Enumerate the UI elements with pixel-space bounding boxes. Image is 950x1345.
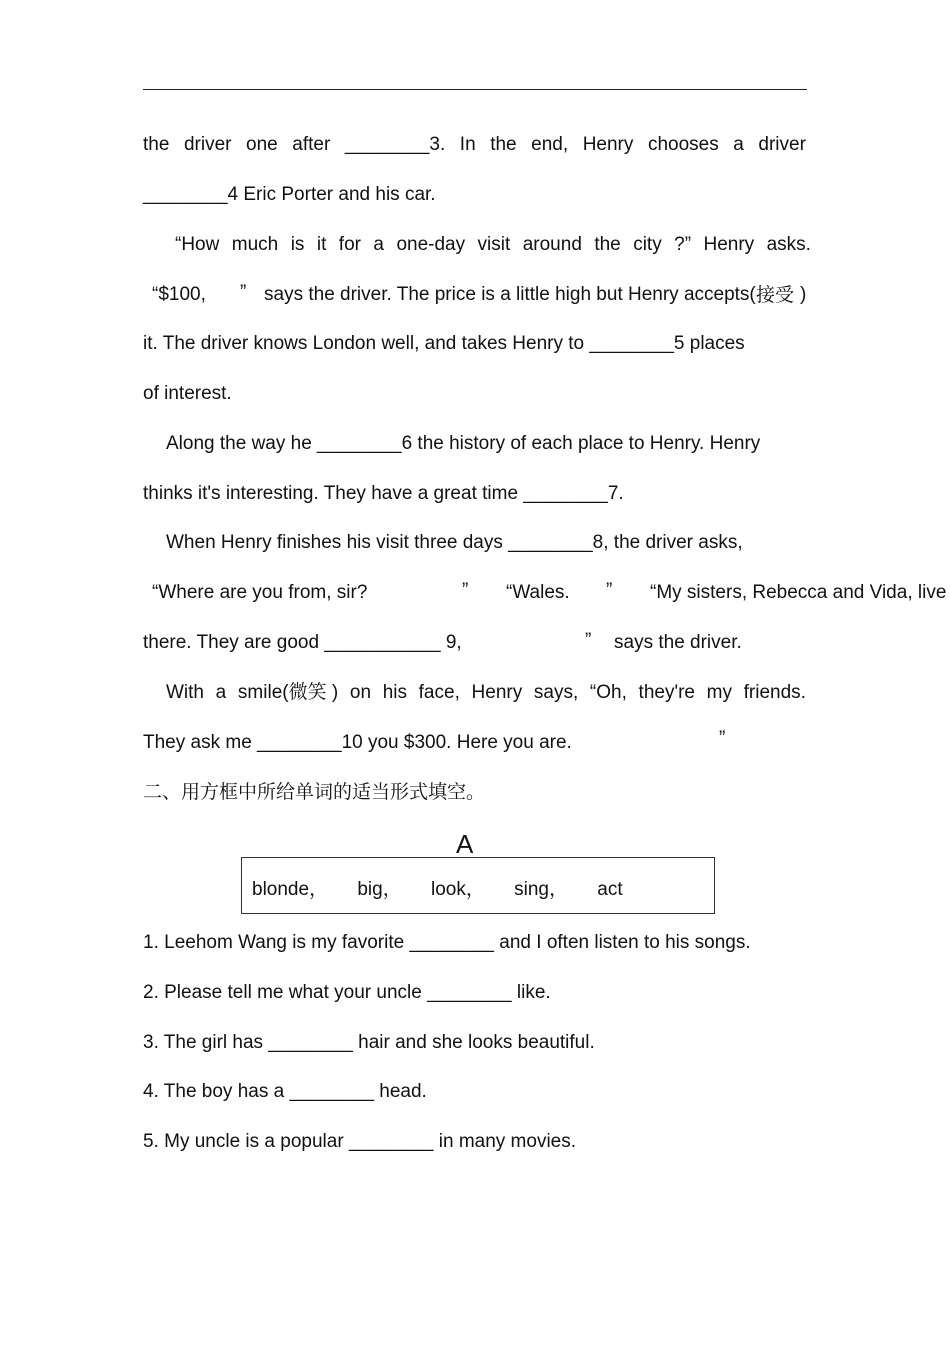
word: end, [531, 134, 569, 155]
passage-line-4: says the driver. The price is a little high but Henry accepts( [264, 284, 756, 305]
word: city [633, 234, 662, 255]
question-3: 3. The girl has ________ hair and she looks beautiful. [143, 1032, 595, 1053]
word: it [316, 234, 327, 255]
passage-line-7: Along the way he ________6 the history of each place to Henry. Henry [166, 433, 761, 454]
word-bank-item: big， [357, 879, 402, 900]
question-2: 2. Please tell me what your uncle ________ like. [143, 982, 551, 1003]
word: the [143, 134, 170, 155]
word: asks. [766, 234, 811, 255]
dialogue-question: “Where are you from, sir? [152, 582, 368, 603]
header-rule [143, 89, 807, 90]
word: Henry [582, 134, 634, 155]
word: In [459, 134, 476, 155]
question-1: 1. Leehom Wang is my favorite ________ and I often listen to his songs. [143, 932, 751, 953]
word: the [490, 134, 517, 155]
word: is [290, 234, 305, 255]
word: Henry [703, 234, 755, 255]
word: face, [418, 682, 460, 703]
word: after [292, 134, 331, 155]
says-driver: says the driver. [614, 632, 742, 653]
word: chooses [647, 134, 719, 155]
word: a [373, 234, 384, 255]
paren-close: ) [800, 284, 807, 305]
word: the [594, 234, 621, 255]
word-bank-item: blonde， [252, 879, 329, 900]
passage-line-13: They ask me ________10 you $300. Here you are. [143, 732, 572, 753]
word-bank-item: look， [430, 879, 485, 900]
passage-line-1 [143, 133, 806, 157]
word: his [382, 682, 407, 703]
word: driver [183, 134, 232, 155]
word: a [215, 682, 227, 703]
word: a [733, 134, 744, 155]
word: says, [533, 682, 579, 703]
blank-3: ________3. [344, 134, 446, 155]
question-5: 5. My uncle is a popular ________ in many movies. [143, 1131, 577, 1152]
word: one-day [396, 234, 466, 255]
quote-close: ” [240, 282, 247, 303]
quote-close: ” [462, 580, 469, 601]
passage-line-11: there. They are good ___________ 9, [143, 632, 462, 653]
passage-line-5: it. The driver knows London well, and takes Henry to ________5 places [143, 333, 745, 354]
passage-line-3 [175, 233, 811, 257]
quote-open-100: “$100, [152, 284, 206, 305]
word: driver [758, 134, 806, 155]
quote-close: ” [606, 580, 613, 601]
word-bank [252, 878, 647, 902]
dialogue-answer: “Wales. [506, 582, 570, 603]
word: smile(微笑 ) [237, 682, 339, 703]
word: “Oh, [589, 682, 627, 703]
word: one [246, 134, 278, 155]
word: they're [638, 682, 695, 703]
word: friends. [743, 682, 806, 703]
word: ?” [674, 234, 692, 255]
quote-close: ” [719, 728, 726, 749]
word: around [522, 234, 582, 255]
chinese-gloss: 接受 [756, 284, 795, 306]
passage-line-6: of interest. [143, 383, 232, 404]
passage-line-12 [166, 681, 806, 705]
word: on [349, 682, 372, 703]
word: Henry [471, 682, 523, 703]
section-heading: 二、用方框中所给单词的适当形式填空。 [143, 781, 486, 803]
word: my [706, 682, 732, 703]
passage-line-9: When Henry finishes his visit three days ________8, the driver asks, [166, 532, 743, 553]
passage-line-8: thinks it's interesting. They have a great time ________7. [143, 483, 624, 504]
quote-close: ” [585, 630, 592, 651]
box-label: A [456, 829, 474, 859]
dialogue-sisters: “My sisters, Rebecca and Vida, live [650, 582, 947, 603]
word: much [231, 234, 279, 255]
passage-line-2: ________4 Eric Porter and his car. [143, 184, 436, 205]
word-bank-item: act [597, 879, 623, 900]
word-bank-item: sing， [514, 879, 568, 900]
word: With [166, 682, 204, 703]
word: “How [175, 234, 220, 255]
question-4: 4. The boy has a ________ head. [143, 1081, 427, 1102]
word: for [338, 234, 361, 255]
word: visit [477, 234, 511, 255]
